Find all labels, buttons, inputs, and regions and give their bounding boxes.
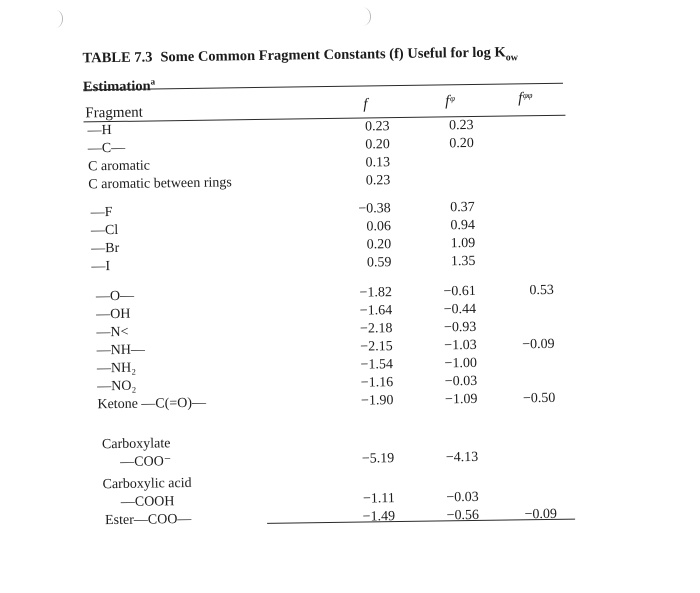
cell-f-phi: −1.09: [444, 391, 478, 408]
cell-f: [352, 433, 394, 434]
cell-f-phiphi: [512, 301, 554, 302]
cell-f-phiphi: [513, 373, 555, 374]
row-label: —Br: [91, 240, 120, 257]
row-label: —OH: [96, 306, 131, 323]
cell-f-phiphi: [510, 135, 552, 136]
row-label: Carboxylate: [101, 436, 171, 453]
cell-f: 0.06: [366, 219, 392, 235]
row-label: —C—: [87, 140, 126, 157]
cell-f: −1.64: [359, 303, 393, 319]
bleed-through-mark: [356, 7, 371, 25]
cell-f-phiphi: [509, 117, 551, 118]
cell-f-phi: [432, 172, 474, 173]
cell-f-phiphi: [511, 253, 553, 254]
cell-f: −1.16: [360, 375, 394, 391]
row-label: Carboxylic acid: [102, 475, 192, 493]
cell-f-phiphi: [510, 171, 552, 172]
cell-f: −1.11: [362, 491, 395, 507]
row-label: —F: [90, 205, 113, 221]
cell-f: −1.49: [362, 509, 396, 525]
cell-f: 0.23: [364, 119, 390, 135]
cell-f: −2.18: [359, 321, 393, 337]
table-caption-line2: Estimation: [82, 78, 151, 96]
cell-f-phi: [432, 154, 474, 155]
header-rule: [83, 115, 565, 123]
cell-f-phiphi: [514, 449, 556, 450]
cell-f-phiphi: [515, 489, 557, 490]
cell-f-phi: −0.44: [443, 301, 477, 318]
cell-f: −2.15: [360, 339, 393, 355]
row-label: —NH₂: [96, 360, 137, 377]
row-label: C aromatic: [88, 158, 151, 175]
row-label: Ketone —C(=O)—: [97, 395, 207, 413]
header-f: f: [363, 96, 368, 113]
row-label: —Cl: [90, 222, 119, 239]
cell-f: 0.13: [365, 155, 391, 171]
cell-f-phi: [436, 472, 478, 473]
cell-f: 0.23: [365, 173, 391, 189]
header-fragment: Fragment: [85, 104, 143, 122]
cell-f-phi: −4.13: [445, 449, 479, 466]
cell-f-phiphi: [511, 235, 553, 236]
cell-f: −1.82: [359, 285, 393, 301]
cell-f-phiphi: 0.53: [529, 282, 554, 299]
row-label: —COOH: [120, 494, 175, 510]
cell-f-phi: 1.09: [450, 235, 476, 252]
cell-f-phiphi: [511, 199, 553, 200]
row-label: C aromatic between rings: [88, 175, 232, 193]
cell-f-phiphi: −0.09: [524, 506, 558, 523]
row-label: Ester—COO—: [104, 511, 192, 529]
row-label: —COO⁻: [120, 454, 172, 470]
row-label: —O—: [95, 288, 135, 305]
cell-f-phiphi: [512, 319, 554, 320]
header-f-phiphi: fᵠᵠ: [518, 90, 532, 107]
table-footnote-marker: a: [150, 76, 156, 87]
cell-f-phi: 1.35: [450, 253, 476, 270]
bleed-through-mark: [48, 10, 63, 28]
cell-f-phi: −1.00: [444, 355, 478, 372]
cell-f-phiphi: [511, 217, 553, 218]
cell-f-phi: −0.56: [446, 507, 480, 524]
cell-f-phiphi: −0.09: [522, 336, 555, 353]
cell-f-phi: −0.03: [444, 373, 478, 390]
cell-f: [352, 473, 394, 474]
cell-f-phi: 0.20: [449, 135, 474, 152]
table-caption-subscript: ow: [505, 52, 519, 64]
cell-f-phi: −0.03: [446, 489, 479, 506]
table-number: TABLE 7.3: [82, 49, 153, 67]
row-label: —I: [91, 259, 111, 275]
cell-f-phi: 0.94: [450, 217, 476, 234]
table-caption: Some Common Fragment Constants (f) Useful for log K: [160, 44, 506, 66]
header-f-phi: fᵠ: [445, 93, 455, 110]
cell-f: 0.20: [365, 137, 390, 153]
cell-f-phi: 0.23: [448, 117, 474, 134]
cell-f: −1.54: [360, 357, 394, 373]
cell-f: −5.19: [361, 451, 395, 467]
row-label: —H: [87, 123, 112, 139]
cell-f-phiphi: [513, 355, 555, 356]
cell-f-phi: [436, 432, 478, 433]
cell-f: −1.90: [360, 393, 394, 409]
cell-f-phi: −0.61: [443, 283, 476, 300]
cell-f-phi: −0.93: [443, 319, 477, 336]
cell-f-phi: 0.37: [450, 199, 475, 216]
cell-f-phiphi: [514, 431, 556, 432]
cell-f: 0.59: [366, 255, 392, 271]
row-label: —NO₂: [97, 378, 137, 395]
row-label: —N<: [96, 324, 129, 341]
cell-f-phiphi: [510, 153, 552, 154]
cell-f: 0.20: [366, 237, 392, 253]
row-label: —NH—: [96, 342, 146, 359]
cell-f: −0.38: [358, 201, 391, 217]
cell-f-phiphi: −0.50: [522, 390, 556, 407]
cell-f-phi: −1.03: [444, 337, 477, 354]
cell-f-phiphi: [514, 471, 556, 472]
